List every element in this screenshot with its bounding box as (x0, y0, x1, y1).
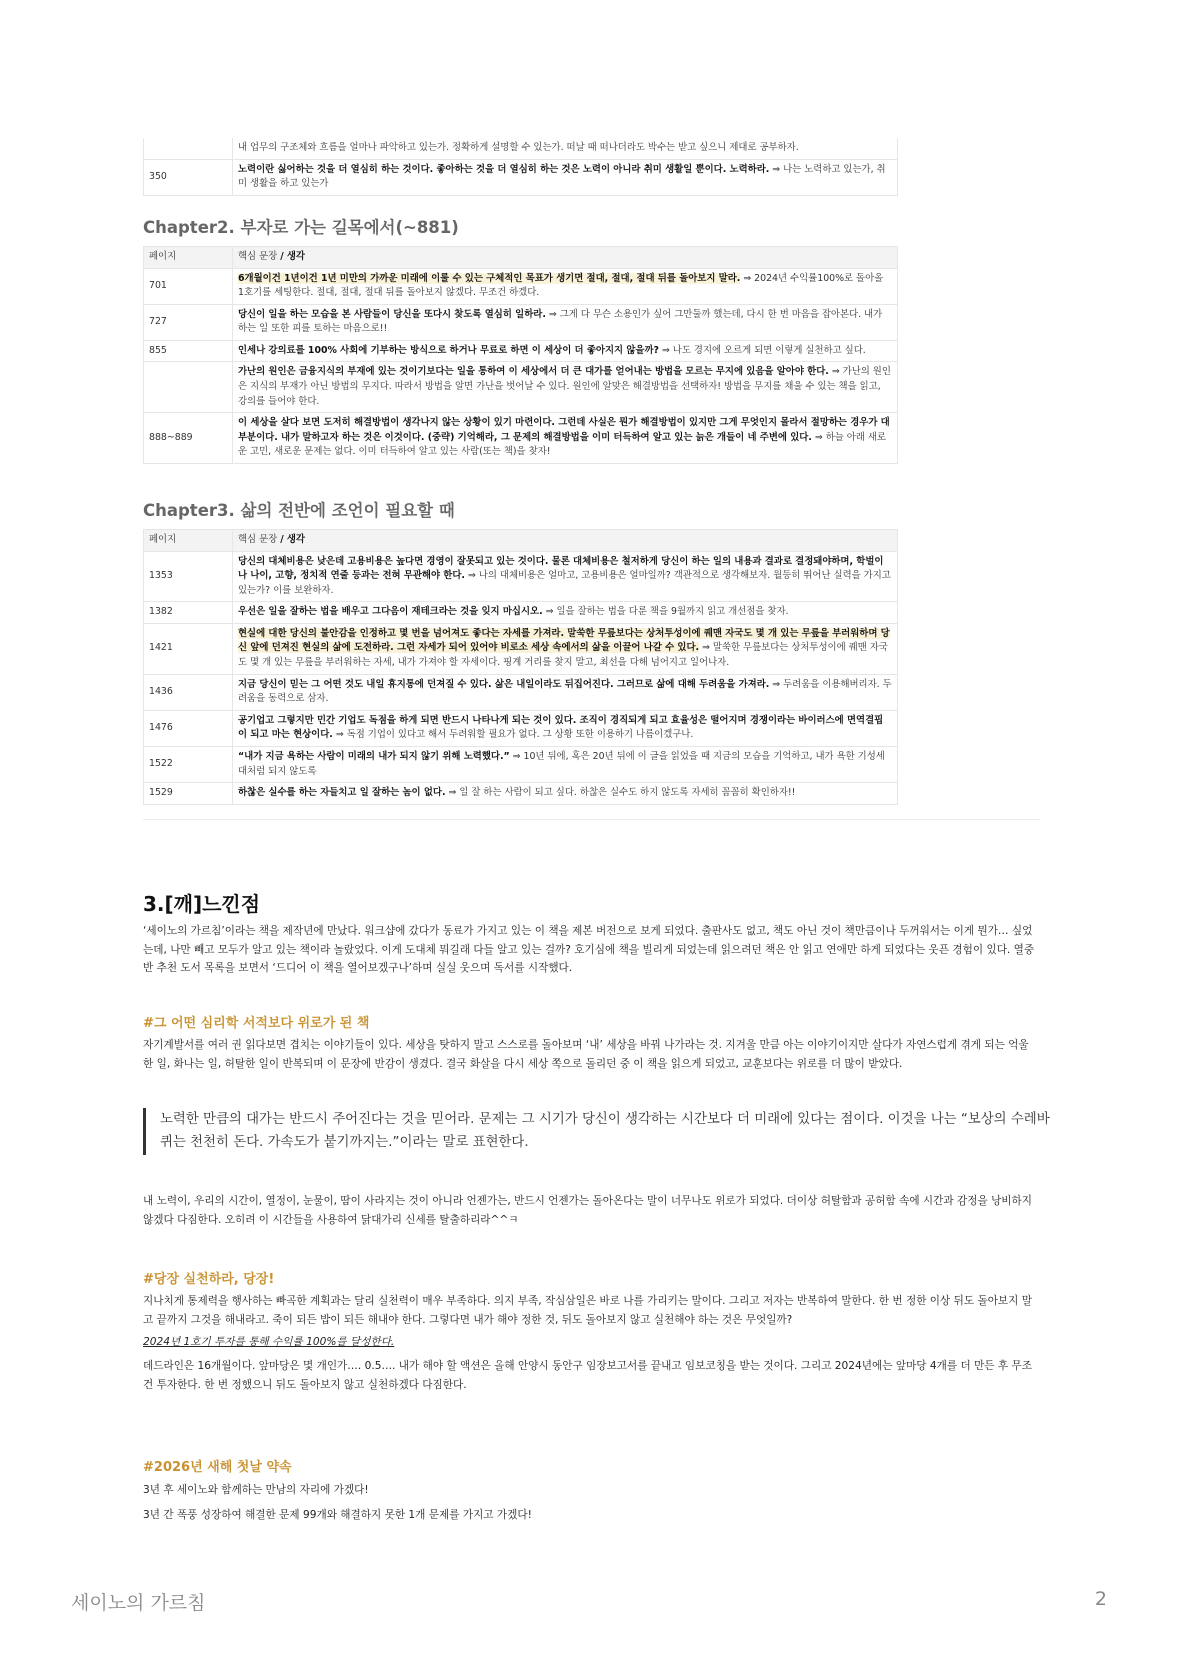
header-page: 페이지 (144, 247, 233, 269)
chapter3-table (143, 529, 898, 805)
footer-title: 세이노의 가르침 (71, 1592, 206, 1614)
page-cell: 855 (144, 340, 233, 362)
table-row (144, 551, 898, 602)
goal-statement: 2024년 1호기 투자를 통해 수익률 100%를 달성한다. (143, 1336, 395, 1348)
paragraph: 내 노력이, 우리의 시간이, 열정이, 눈물이, 땀이 사라지는 것이 아니라 언젠가는, 반드시 언젠가는 돌아온다는 말이 너무나도 위로가 되었다. 더이상 허탈함과 공허함 속에 시간과 감정을 낭비하지 않겠다 다짐한다. 오히려 이 시간들을 사용하여 닭대가리 신세를 탈출하리라^^ㅋ (143, 1195, 1033, 1226)
header-page: 페이지 (144, 530, 233, 552)
content-cell: 당신의 대체비용은 낮은데 고용비용은 높다면 경영이 잘못되고 있는 것이다. 물론 대체비용은 철저하게 당신이 하는 일의 내용과 결과로 결정돼야하며, 학벌이나 나이, 고향, 정치적 연줄 등과는 전혀 무관해야 한다. ⇒ 나의 대체비용은 얼마고, 고용비용은 얼마일까? 객관적으로 생각해보자. 월등히 뛰어난 실력을 가지고 있는가? 이를 보완하자. (233, 551, 898, 602)
table-row (144, 746, 898, 782)
blockquote: 노력한 만큼의 대가는 반드시 주어진다는 것을 믿어라. 문제는 그 시기가 당신이 생각하는 시간보다 더 미래에 있다는 점이다. 이것을 나는 “보상의 수레바퀴는 천천히 돈다. 가속도가 붙기까지는.”이라는 말로 표현한다. (143, 1108, 1050, 1155)
content-cell: 6개월이건 1년이건 1년 미만의 가까운 미래에 이룰 수 있는 구체적인 목표가 생기면 절대, 절대, 절대 뒤를 돌아보지 말라. ⇒ 2024년 수익률100%로 돌아올 1호기를 세팅한다. 절대, 절대, 절대 뒤를 돌아보지 않겠다. 무조건 하겠다. (233, 268, 898, 304)
page-cell: 1436 (144, 674, 233, 710)
table-row (144, 602, 898, 624)
paragraph: 자기계발서를 여러 권 읽다보면 겹치는 이야기들이 있다. 세상을 탓하지 말고 스스로를 돌아보며 ‘내’ 세상을 바꿔 나가라는 것. 지겨울 만큼 아는 이야기이지만 살다가 자연스럽게 겪게 되는 억울한 일, 화나는 일, 허탈한 일이 반복되며 이 문장에 반감이 생겼다. 결국 화살을 다시 세상 쪽으로 돌리던 중 이 책을 읽으게 되었고, 교훈보다는 위로를 더 많이 받았다. (143, 1039, 1029, 1070)
page-cell: 1382 (144, 602, 233, 624)
intro-paragraph: ‘세이노의 가르침’이라는 책을 제작년에 만났다. 워크샵에 갔다가 동료가 가지고 있는 이 책을 제본 버전으로 보게 되었다. 출판사도 없고, 책도 아닌 것이 책만큼이나 두꺼워서는 이게 뭔가… 싶었는데, 나만 빼고 모두가 알고 있는 책이라 놀랐었다. 이게 도대체 뭐길래 다들 알고 있는 걸까? 호기심에 책을 빌리게 되었는데 읽으려던 책은 안 읽고 연애만 하게 되었다는 웃픈 경험이 있다. 열중반 추천 도서 목록을 보면서 ‘드디어 이 책을 열어보겠구나’하며 실실 웃으며 독서를 시작했다. (143, 925, 1035, 975)
chapter2-table (143, 246, 898, 464)
chapter1-table-continued (143, 138, 898, 196)
content-cell: 현실에 대한 당신의 불안감을 인정하고 몇 번을 넘어져도 좋다는 자세를 가져라. 말쑥한 무릎보다는 상처투성이에 퀘맨 자국도 몇 개 있는 무릎을 부러워하며 당신 앞에 던져진 현실의 삶에 도전하라. 그런 자세가 되어 있어야 비로소 세상 속에서의 삶을 이끌어 나갈 수 있다. ⇒ 말쑥한 무릎보다는 상처투성이에 퀘맨 자국도 몇 개 있는 무릎을 부러워하는 자세, 내가 가져야 할 자세이다. 핑계 거리를 찾지 말고, 최선을 다해 넘어지고 일어나자. (233, 623, 898, 674)
table-row (144, 623, 898, 674)
promise-line: 3년 후 세이노와 함께하는 만남의 자리에 가겠다! (143, 1484, 369, 1496)
table-row (144, 710, 898, 746)
table-row (144, 674, 898, 710)
page-cell: 888~889 (144, 413, 233, 464)
page-number: 2 (1094, 1588, 1107, 1610)
page-cell: 701 (144, 268, 233, 304)
page-cell: 1353 (144, 551, 233, 602)
page-cell: 1421 (144, 623, 233, 674)
content-cell: “내가 지금 욕하는 사람이 미래의 내가 되지 않기 위해 노력했다.” ⇒ 10년 뒤에, 혹은 20년 뒤에 이 글을 읽었을 때 지금의 모습을 기억하고, 내가 욕한 기성세대처럼 되지 않도록 (233, 746, 898, 782)
table-row (144, 362, 898, 413)
table-row (144, 159, 898, 195)
table-header-row (144, 530, 898, 552)
content-cell: 우선은 일을 잘하는 법을 배우고 그다음이 재테크라는 것을 잊지 마십시오. ⇒ 일을 잘하는 법을 다룬 책을 9월까지 읽고 개선점을 찾자. (233, 602, 898, 624)
header-content: 핵심 문장 / 생각 (233, 247, 898, 269)
page-cell: 1529 (144, 783, 233, 805)
paragraph: 데드라인은 16개월이다. 앞마당은 몇 개인가…. 0.5…. 내가 해야 할 액션은 올해 안양시 동안구 임장보고서를 끝내고 임보코칭을 받는 것이다. 그리고 2024년에는 앞마당 4개를 더 만든 후 무조건 투자한다. 한 번 정했으니 뒤도 돌아보지 않고 실천하겠다 다짐한다. (143, 1360, 1032, 1391)
section-heading: 3.[깨]느낀점 (143, 892, 261, 916)
subheading: #당장 실천하라, 당장! (143, 1272, 275, 1287)
chapter-title: Chapter2. 부자로 가는 길목에서(~881) (143, 218, 459, 237)
table-row (144, 268, 898, 304)
content-cell: 내 업무의 구조체와 흐름을 얼마나 파악하고 있는가. 정확하게 설명할 수 있는가. 떠날 때 떠나더라도 박수는 받고 싶으니 제대로 공부하자. (233, 138, 898, 159)
content-cell: 노력이란 싫어하는 것을 더 열심히 하는 것이다. 좋아하는 것을 더 열심히 하는 것은 노력이 아니라 취미 생활일 뿐이다. 노력하라. ⇒ 나는 노력하고 있는가, 취미 생활을 하고 있는가 (233, 159, 898, 195)
content-cell: 당신이 일을 하는 모습을 본 사람들이 당신을 또다시 찾도록 열심히 일하라. ⇒ 그게 다 무슨 소용인가 싶어 그만둘까 했는데, 다시 한 번 마음을 잡아본다. 내가 하는 일 또한 피를 토하는 마음으로!! (233, 304, 898, 340)
table-row (144, 413, 898, 464)
table-header-row (144, 247, 898, 269)
content-cell: 인세나 강의료를 100% 사회에 기부하는 방식으로 하거나 무료로 하면 이 세상이 더 좋아지지 않을까? ⇒ 나도 경지에 오르게 되면 이렇게 실천하고 싶다. (233, 340, 898, 362)
chapter-title: Chapter3. 삶의 전반에 조언이 필요할 때 (143, 501, 455, 520)
table-row (144, 138, 898, 159)
content-cell: 이 세상을 살다 보면 도저히 해결방법이 생각나지 않는 상황이 있기 마련이다. 그런데 사실은 뭔가 해결방법이 있지만 그게 무엇인지 몰라서 절망하는 경우가 대부분이다. 내가 말하고자 하는 것은 이것이다. (중략) 기억해라, 그 문제의 해결방법을 이미 터득하여 알고 있는 늙은 개들이 네 주변에 있다. ⇒ 하늘 아래 새로운 고민, 새로운 문제는 없다. 이미 터득하여 알고 있는 사람(또는 책)을 찾자! (233, 413, 898, 464)
page-cell (144, 138, 233, 159)
subheading: #그 어떤 심리학 서적보다 위로가 된 책 (143, 1016, 370, 1031)
subheading: #2026년 새해 첫날 약속 (143, 1460, 292, 1475)
page-cell (144, 362, 233, 413)
table-row (144, 340, 898, 362)
content-cell: 하찮은 실수를 하는 자들치고 일 잘하는 놈이 없다. ⇒ 일 잘 하는 사람이 되고 싶다. 하찮은 실수도 하지 않도록 자세히 꼼꼼히 확인하자!! (233, 783, 898, 805)
content-cell: 지금 당신이 믿는 그 어떤 것도 내일 휴지통에 던져질 수 있다. 삶은 내일이라도 뒤집어진다. 그러므로 삶에 대해 두려움을 가져라. ⇒ 두려움을 이용해버리자. 두려움을 동력으로 삼자. (233, 674, 898, 710)
section-divider (143, 819, 1040, 820)
header-content: 핵심 문장 / 생각 (233, 530, 898, 552)
table-row (144, 304, 898, 340)
table-row (144, 783, 898, 805)
paragraph: 지나치게 통제력을 행사하는 빠곡한 계획과는 달리 실천력이 매우 부족하다. 의지 부족, 작심삼일은 바로 나를 가리키는 말이다. 그리고 저자는 반복하여 말한다. 한 번 정한 이상 뒤도 돌아보지 말고 끝까지 그것을 해내라고. 죽이 되든 밥이 되든 해내야 한다. 그렇다면 내가 해야 정한 것, 뒤도 돌아보지 않고 실천해야 하는 것은 무엇일까? (143, 1295, 1033, 1326)
page-cell: 350 (144, 159, 233, 195)
content-cell: 가난의 원인은 금융지식의 부재에 있는 것이기보다는 일을 통하여 이 세상에서 더 큰 대가를 얻어내는 방법을 모르는 무지에 있음을 알아야 한다. ⇒ 가난의 원인은 지식의 부재가 아닌 방법의 무지다. 따라서 방법을 알면 가난을 벗어날 수 있다. 원인에 알맞은 해결방법을 선택하자! 방법을 무지를 채울 수 있는 책을 읽고, 강의를 들어야 한다. (233, 362, 898, 413)
promise-line: 3년 간 폭풍 성장하여 해결한 문제 99개와 해결하지 못한 1개 문제를 가지고 가겠다! (143, 1509, 532, 1521)
page-cell: 1476 (144, 710, 233, 746)
page-cell: 1522 (144, 746, 233, 782)
page-cell: 727 (144, 304, 233, 340)
content-cell: 공기업고 그렇지만 민간 기업도 독점을 하게 되면 반드시 나타나게 되는 것이 있다. 조직이 경직되게 되고 효율성은 떨어지며 경쟁이라는 바이러스에 면역결핍이 되고 마는 현상이다. ⇒ 독점 기업이 있다고 해서 두려워할 필요가 없다. 그 상황 또한 이용하기 나름이겠구나. (233, 710, 898, 746)
